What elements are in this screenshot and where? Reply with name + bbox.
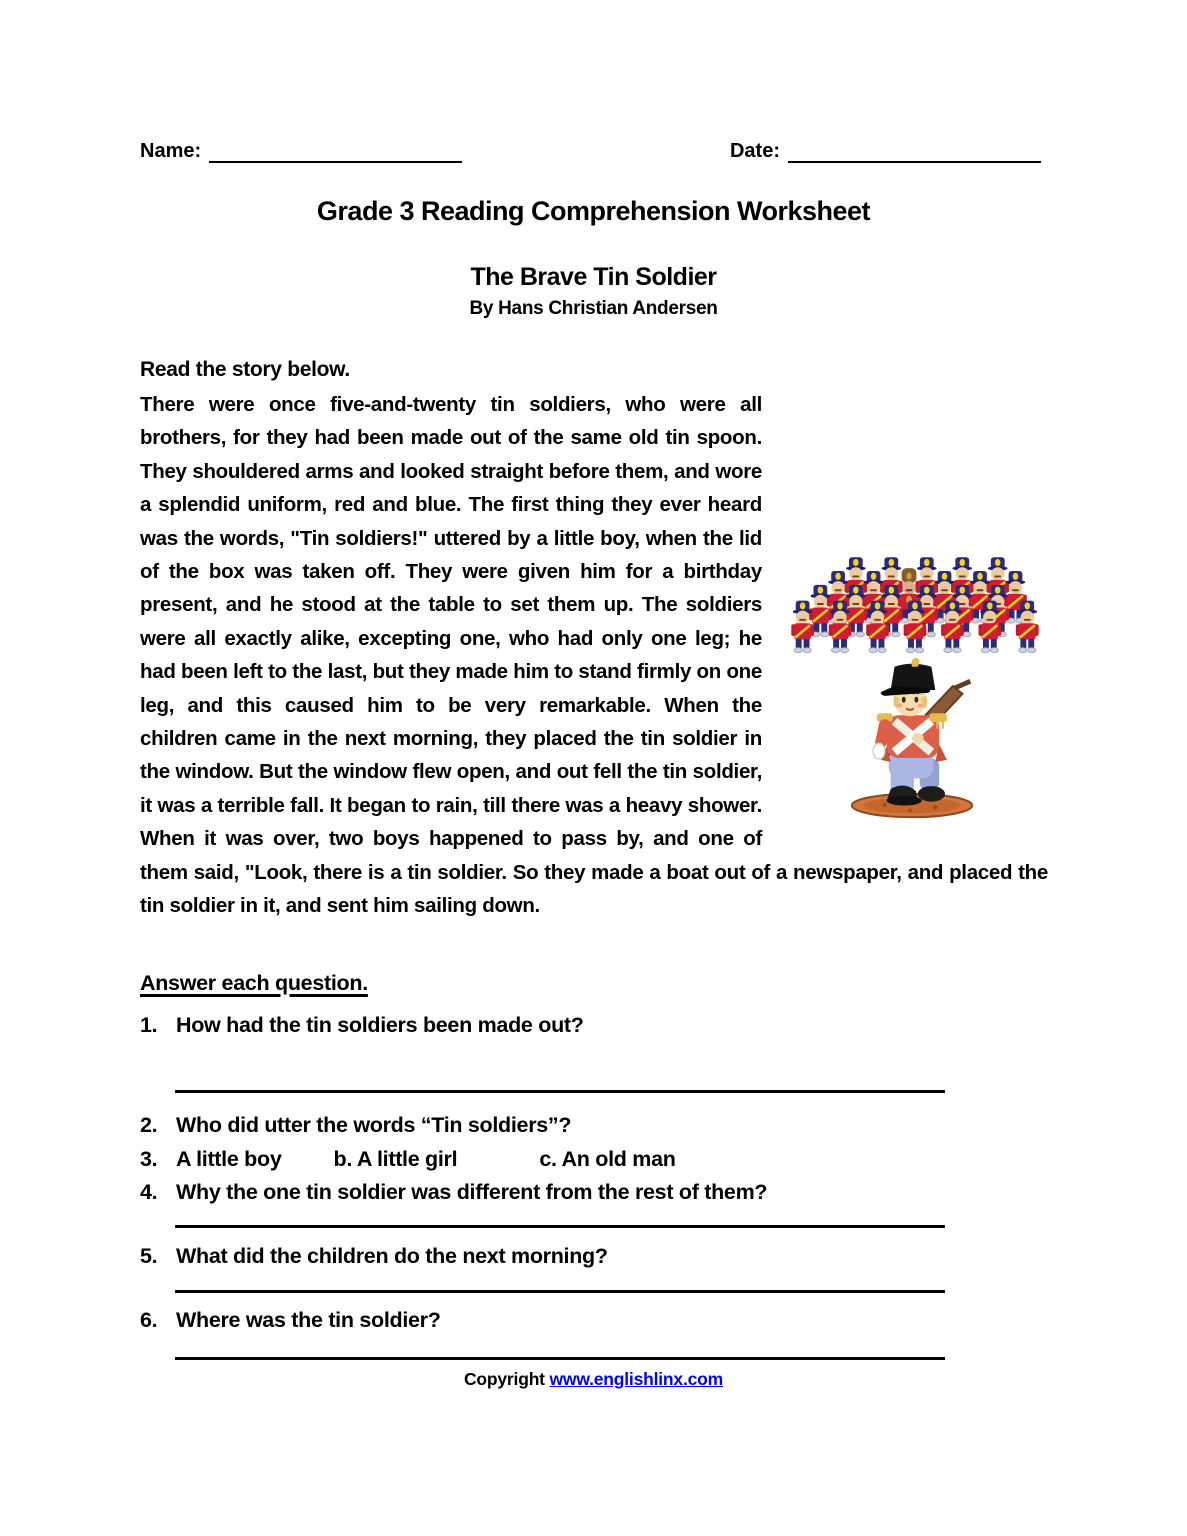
option-b: b. A little girl [333,1146,458,1171]
worksheet-title: Grade 3 Reading Comprehension Worksheet [316,196,871,226]
footer [0,1369,1187,1390]
header-row [140,0,1041,163]
story-title: The Brave Tin Soldier [470,263,717,291]
question-number: 1. [140,1012,158,1037]
question-item-4 [140,1176,1187,1210]
question-text: What did the children do the next morning? [176,1243,608,1268]
question-text: Where was the tin soldier? [176,1308,441,1332]
name-blank-line [209,144,462,163]
question-text: Who did utter the words “Tin soldiers”? [176,1113,572,1137]
date-field [730,140,1041,163]
story-text: There were once five-and-twenty tin soldiers, who were all brothers, for they had been made out of the same old tin spoon. They shouldered arms and looked straight before them, and wore a splendid uniform, red and blue. The first thing they ever heard was the words, "Tin soldiers!" uttered by a little boy, when the lid of the box was taken off. They were given him for a birthday present, and he stood at the table to set them up. The soldiers were all exactly alike, excepting one, who had only one leg; he had been left to the last, but they made him to stand firmly on one leg, and this caused him to be very remarkable. When the children came in the next morning, they placed the tin soldier in the window. But the window flew open, and out fell the tin soldier, it was a terrible fall. It began to rain, till there was a heavy shower. When it was over, two boys happened to pass by, and one of them said, "Look, there is a tin soldier. So they made a boat out of a newspaper, and placed the tin soldier in it, and sent him sailing down. [140,393,1048,918]
tin-soldier-image [833,657,991,822]
read-instruction: Read the story below. [140,358,350,381]
tin-soldiers-group-image [777,556,1047,657]
question-item-3 [140,1143,1187,1177]
story-figures [776,556,1048,822]
question-text: How had the tin soldiers been made out? [176,1012,584,1037]
copyright-label: Copyright [463,1368,545,1389]
question-item-1 [140,1009,1187,1043]
name-label: Name: [140,140,202,162]
date-label: Date: [729,140,780,162]
question-number: 5. [140,1243,158,1268]
question-item-5 [140,1240,1187,1274]
question-item-2 [140,1109,1187,1143]
option-a: A little boy [176,1146,282,1171]
answer-blank-line-4 [175,1225,945,1228]
question-number: 2. [140,1113,158,1137]
copyright-link[interactable]: www.englishlinx.com [549,1368,723,1389]
name-field [140,140,462,163]
question-options [176,1143,676,1177]
answer-heading: Answer each question. [140,970,368,995]
story-paragraph [140,388,1048,923]
answer-blank-line-1 [175,1090,945,1093]
answer-blank-line-5 [175,1290,945,1293]
answer-blank-line-6 [175,1357,945,1360]
story-byline: By Hans Christian Andersen [469,298,718,319]
question-number: 3. [140,1146,158,1171]
option-c: c. An old man [539,1146,676,1171]
question-item-6 [140,1304,1187,1338]
question-number: 4. [140,1180,158,1204]
question-number: 6. [140,1308,158,1332]
date-blank-line [788,144,1041,163]
question-text: Why the one tin soldier was different from the rest of them? [176,1180,768,1204]
